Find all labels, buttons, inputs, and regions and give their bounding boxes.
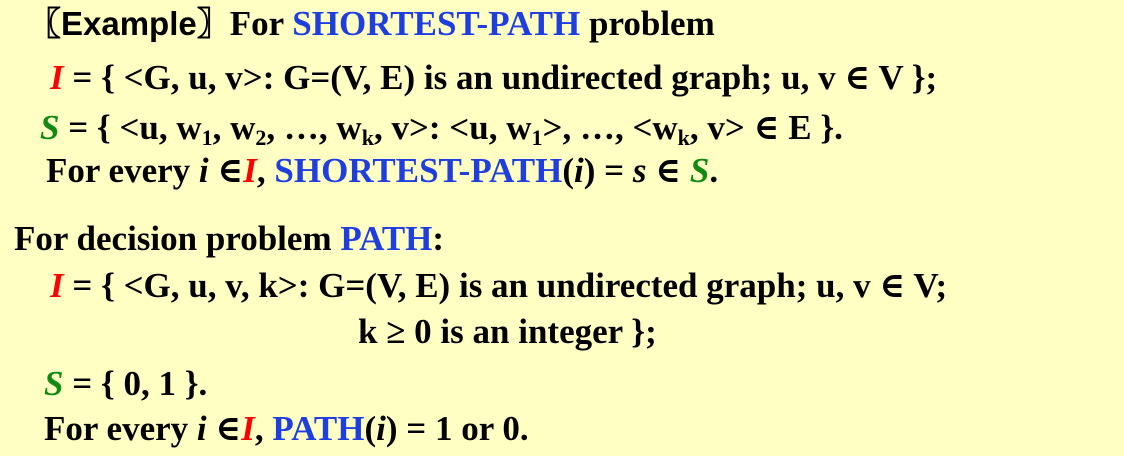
- example-every-prefix: For every: [46, 151, 199, 190]
- example-every-I: I: [243, 151, 257, 190]
- decision-I-definition: = { <G, u, v, k>: G=(V, E) is an undirected graph; u, v ∈ V;: [63, 266, 948, 305]
- example-instance-set: [50, 57, 937, 99]
- example-S-sub-k: k: [361, 125, 374, 150]
- decision-every-i: i: [196, 409, 207, 448]
- example-label: 〖Example〗: [28, 5, 230, 42]
- decision-colon: :: [432, 219, 445, 258]
- example-S-sub-1: 1: [201, 125, 213, 150]
- example-every-S: S: [689, 151, 710, 190]
- example-every-in: ∈: [208, 151, 244, 190]
- example-S-def-5: >, …, <w: [542, 108, 678, 147]
- example-problem-word: problem: [580, 4, 715, 43]
- example-every-paren-close: ) =: [583, 151, 633, 190]
- decision-every-prefix: For every: [44, 409, 197, 448]
- decision-every-I: I: [241, 409, 255, 448]
- decision-every-fn: PATH: [272, 409, 365, 448]
- example-I-definition: = { <G, u, v>: G=(V, E) is an undirected graph; u, v ∈ V };: [63, 58, 938, 97]
- decision-I-definition-cont: k ≥ 0 is an integer };: [358, 312, 657, 351]
- decision-every-comma: ,: [254, 409, 273, 448]
- decision-I-symbol: I: [50, 266, 64, 305]
- decision-every-result: ) = 1 or 0.: [385, 409, 529, 448]
- example-for-every: [46, 150, 718, 192]
- decision-intro: For decision problem: [14, 219, 341, 258]
- example-S-def-3: , …, w: [266, 108, 362, 147]
- example-I-symbol: I: [50, 58, 64, 97]
- decision-S-definition: = { 0, 1 }.: [63, 364, 208, 403]
- example-solution-set: [40, 107, 843, 149]
- example-intro: For: [229, 4, 293, 43]
- decision-solution-set: [44, 363, 207, 405]
- decision-heading: [14, 218, 444, 260]
- decision-instance-set: [50, 265, 947, 307]
- decision-every-paren-open: (: [364, 409, 377, 448]
- example-S-def-2: , w: [212, 108, 256, 147]
- example-every-i: i: [198, 151, 209, 190]
- decision-problem-name: PATH: [340, 219, 433, 258]
- example-S-symbol: S: [40, 108, 60, 147]
- example-every-s: s: [632, 151, 647, 190]
- decision-for-every: [44, 408, 529, 450]
- example-S-def-4: , v>: <u, w: [373, 108, 532, 147]
- decision-every-in: ∈: [206, 409, 242, 448]
- example-every-arg: i: [574, 151, 584, 190]
- example-every-paren-open: (: [562, 151, 575, 190]
- example-every-comma: ,: [256, 151, 275, 190]
- example-S-sub-k2: k: [677, 125, 690, 150]
- example-S-def-6: , v> ∈ E }.: [689, 108, 843, 147]
- example-problem-name: SHORTEST-PATH: [292, 4, 581, 43]
- example-S-sub-2: 2: [255, 125, 267, 150]
- example-every-end: .: [709, 151, 719, 190]
- decision-S-symbol: S: [44, 364, 64, 403]
- decision-instance-set-continued: [358, 311, 657, 353]
- decision-every-arg: i: [376, 409, 386, 448]
- example-S-sub-1b: 1: [531, 125, 543, 150]
- example-every-fn: SHORTEST-PATH: [274, 151, 563, 190]
- example-every-in2: ∈: [646, 151, 690, 190]
- example-S-def-1: = { <u, w: [59, 108, 202, 147]
- example-heading: [28, 3, 715, 45]
